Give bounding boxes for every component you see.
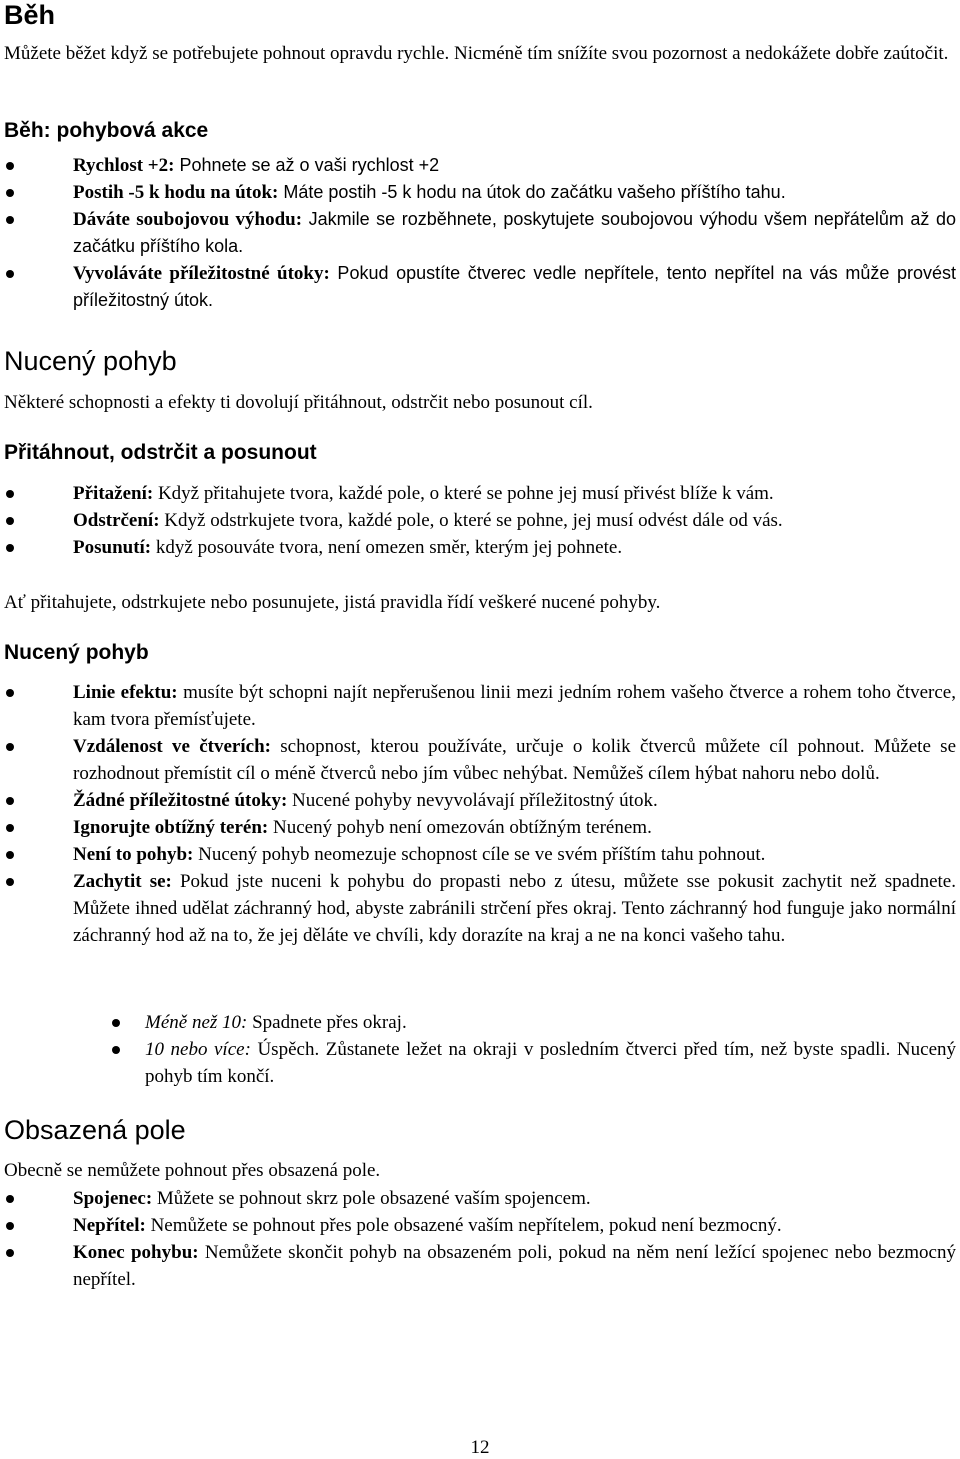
nuceny-subtitle: Přitáhnout, odstrčit a posunout bbox=[4, 441, 317, 464]
list-item: Zachytit se: Pokud jste nuceni k pohybu do propasti nebo z útesu, můžete sse pokusit zachytit než spadnete. Můžete ihned udělat záchranný hod, abyste zabránili strčení přes okraj. Tento záchranný hod funguje jako normální záchranný hod až na to, že jej děláte ve chvíli, kdy dorazíte na kraj a ne na konci vašeho tahu. bbox=[0, 868, 956, 949]
page-number: 12 bbox=[470, 1437, 490, 1458]
nuceny-outro: Ať přitahujete, odstrkujete nebo posunujete, jistá pravidla řídí veškeré nucené pohyby. bbox=[4, 592, 661, 613]
list-item: Rychlost +2: Pohnete se až o vaši rychlost +2 bbox=[0, 152, 956, 179]
list-item: Spojenec: Můžete se pohnout skrz pole obsazené vaším spojencem. bbox=[0, 1185, 956, 1212]
list-item: Vzdálenost ve čtverích: schopnost, kterou používáte, určuje o kolik čtverců můžete cíl pohnout. Můžete se rozhodnout přemístit cíl o méně čtverců nebo jím vůbec nehýbat. Nemůžeš cílem hýbat nahoru nebo dolů. bbox=[0, 733, 956, 787]
section-title-nuceny: Nucený pohyb bbox=[4, 346, 177, 376]
list-item: Dáváte soubojovou výhodu: Jakmile se rozběhnete, poskytujete soubojovou výhodu všem nepřátelům až do začátku příštího kola. bbox=[0, 206, 956, 260]
list-item: Není to pohyb: Nucený pohyb neomezuje schopnost cíle se ve svém příštím tahu pohnout. bbox=[0, 841, 956, 868]
obsazena-intro: Obecně se nemůžete pohnout přes obsazená pole. bbox=[4, 1160, 381, 1181]
beh-subtitle: Běh: pohybová akce bbox=[4, 119, 209, 142]
section-title-beh: Běh bbox=[4, 0, 56, 30]
list-item: Méně než 10: Spadnete přes okraj. bbox=[0, 1009, 956, 1036]
list-item: Přitažení: Když přitahujete tvora, každé pole, o které se pohne jej musí přivést blíže k vám. bbox=[0, 480, 956, 507]
nuceny2-subtitle: Nucený pohyb bbox=[4, 641, 149, 664]
section-title-obsazena: Obsazená pole bbox=[4, 1115, 186, 1145]
list-item: 10 nebo více: Úspěch. Zůstanete ležet na okraji v posledním čtverci před tím, než byste spadli. Nucený pohyb tím končí. bbox=[0, 1036, 956, 1090]
list-item: Konec pohybu: Nemůžete skončit pohyb na obsazeném poli, pokud na něm není ležící spojenec nebo bezmocný nepřítel. bbox=[0, 1239, 956, 1293]
list-item: Vyvoláváte příležitostné útoky: Pokud opustíte čtverec vedle nepřítele, tento nepřítel na vás může provést příležitostný útok. bbox=[0, 260, 956, 314]
list-item: Odstrčení: Když odstrkujete tvora, každé pole, o které se pohne, jej musí odvést dále od vás. bbox=[0, 507, 956, 534]
obsazena-list bbox=[0, 1185, 956, 1293]
list-item: Postih -5 k hodu na útok: Máte postih -5 k hodu na útok do začátku vašeho příštího tahu. bbox=[0, 179, 956, 206]
nuceny2-list bbox=[0, 679, 956, 949]
beh-list bbox=[0, 152, 956, 314]
list-item: Posunutí: když posouváte tvora, není omezen směr, kterým jej pohnete. bbox=[0, 534, 956, 561]
beh-intro: Můžete běžet když se potřebujete pohnout opravdu rychle. Nicméně tím snížíte svou pozornost a nedokážete dobře zaútočit. bbox=[4, 43, 949, 64]
list-item: Linie efektu: musíte být schopni najít nepřerušenou linii mezi jedním rohem vašeho čtverce a rohem toho čtverce, kam tvora přemísťujete. bbox=[0, 679, 956, 733]
nuceny-list bbox=[0, 480, 956, 561]
list-item: Nepřítel: Nemůžete se pohnout přes pole obsazené vaším nepřítelem, pokud není bezmocný. bbox=[0, 1212, 956, 1239]
list-item: Ignorujte obtížný terén: Nucený pohyb není omezován obtížným terénem. bbox=[0, 814, 956, 841]
nuceny2-sublist bbox=[0, 1009, 956, 1090]
list-item: Žádné příležitostné útoky: Nucené pohyby nevyvolávají příležitostný útok. bbox=[0, 787, 956, 814]
nuceny-intro: Některé schopnosti a efekty ti dovolují přitáhnout, odstrčit nebo posunout cíl. bbox=[4, 392, 593, 413]
